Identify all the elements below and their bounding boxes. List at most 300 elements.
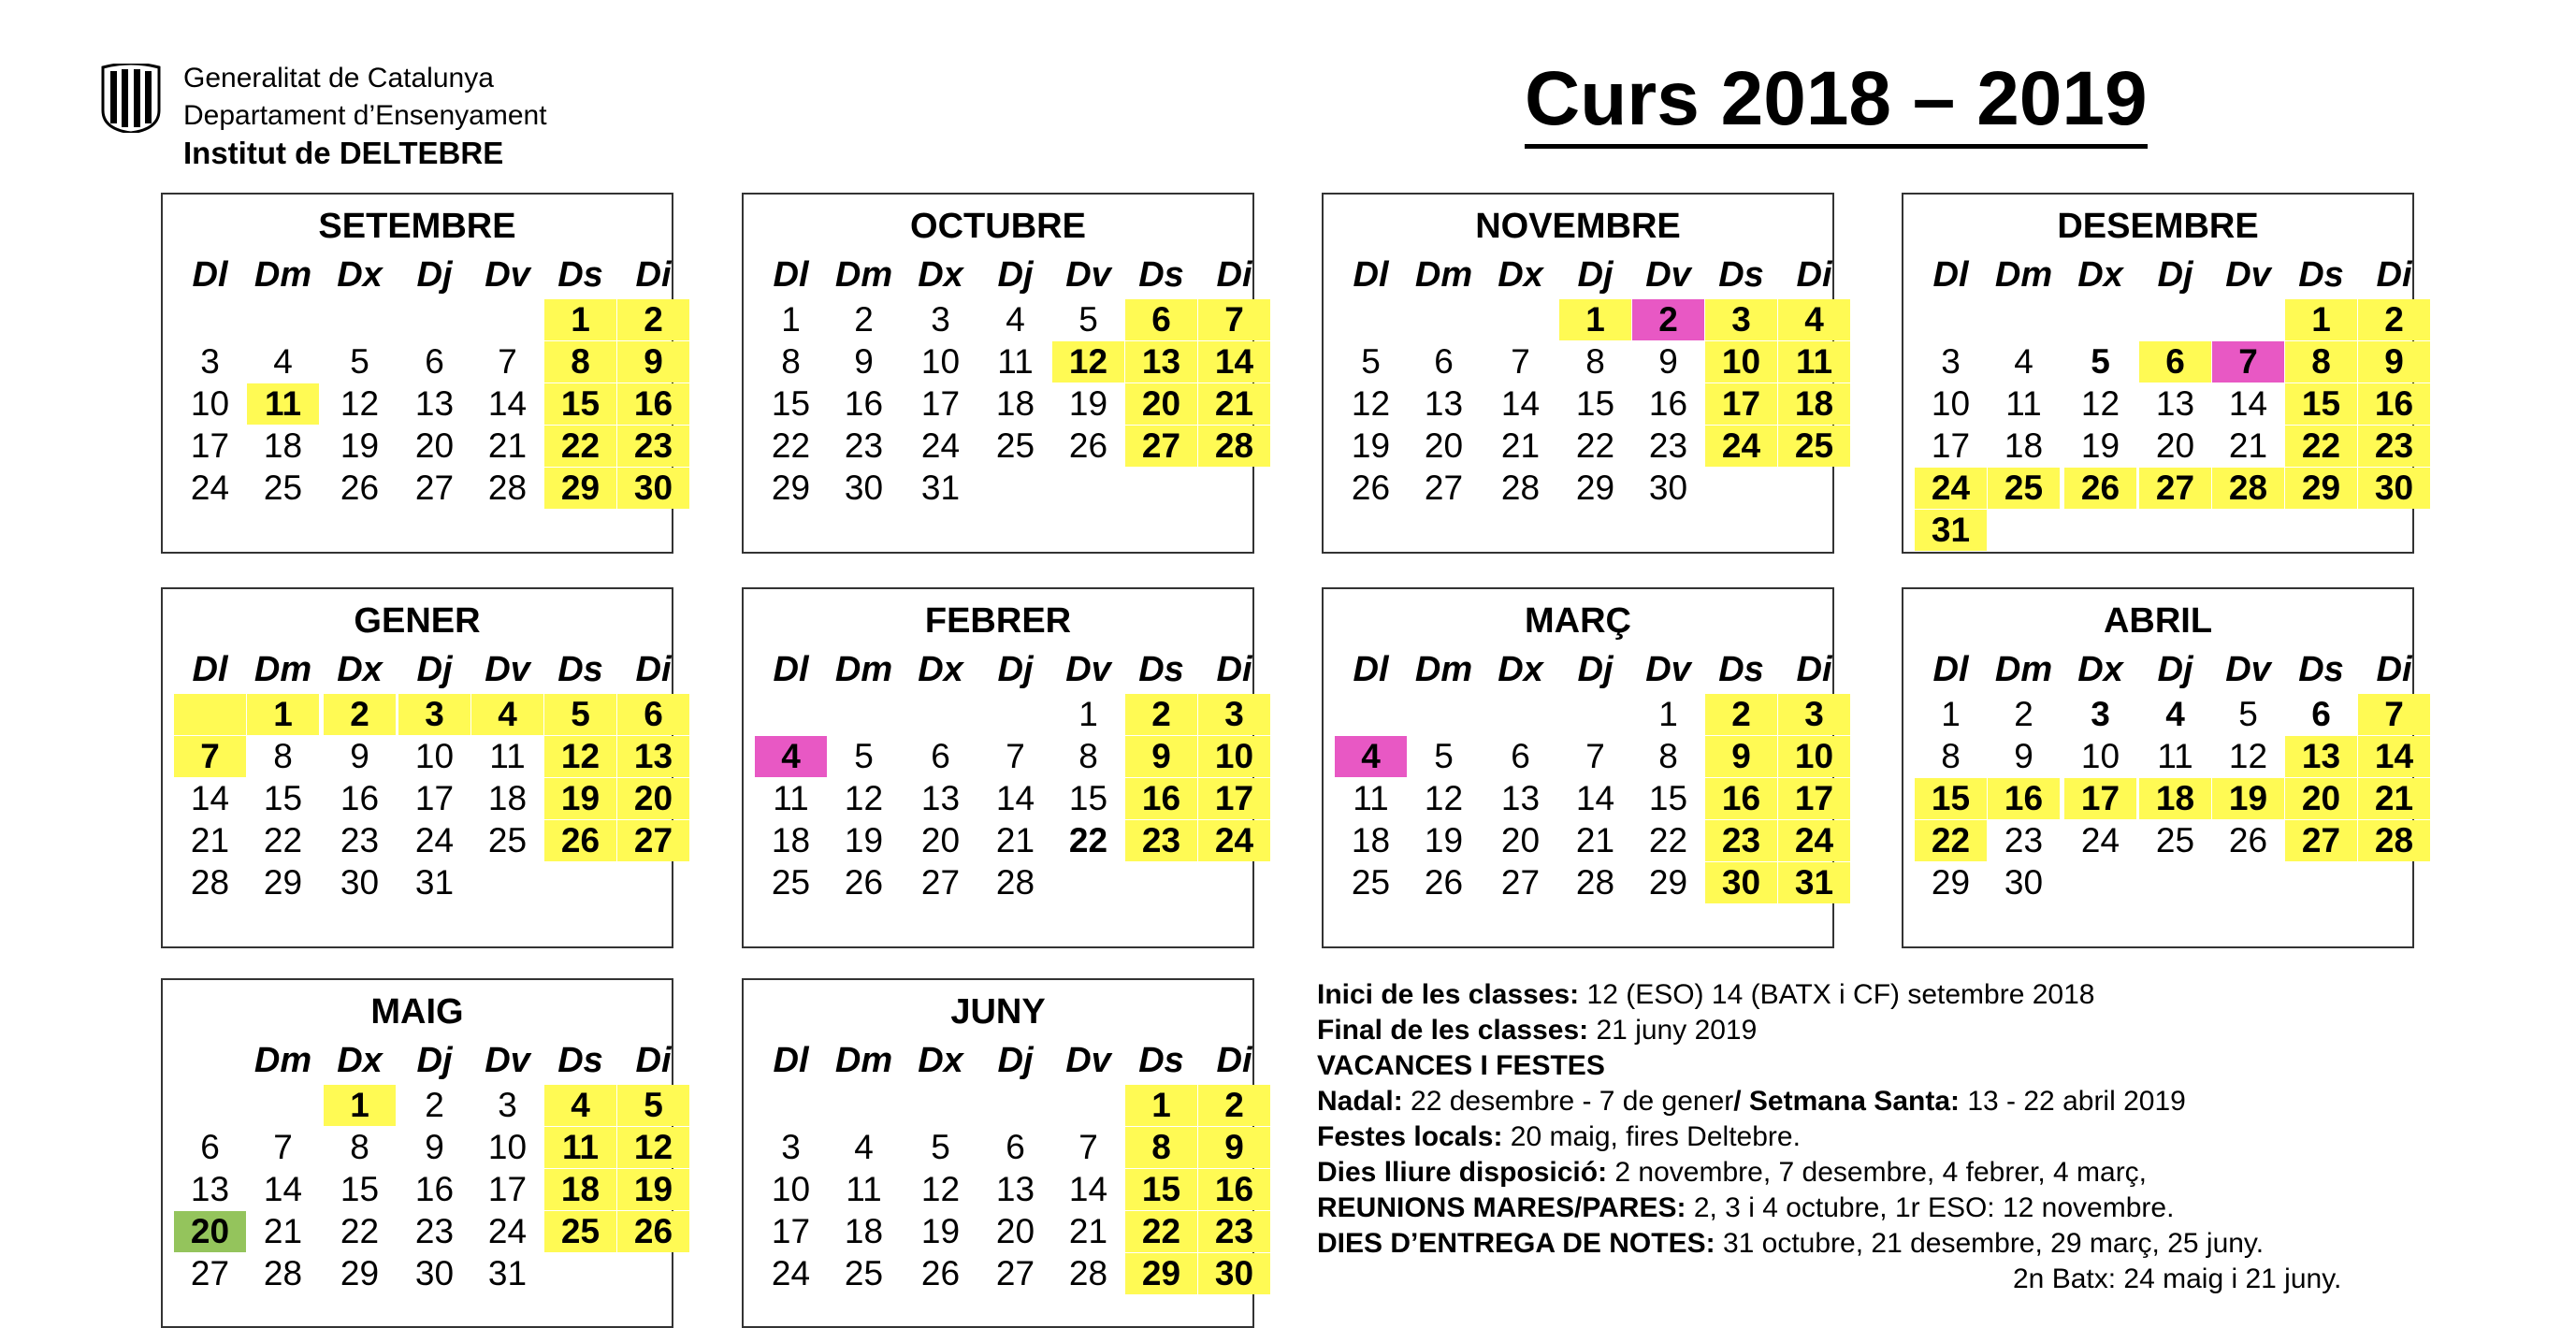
note-label: Final de les classes: (1317, 1015, 1589, 1046)
day-cell: 6 (200, 1128, 220, 1166)
day-cell: 30 (2358, 468, 2430, 509)
month-name: MAIG (370, 992, 464, 1032)
day-cell: 13 (2285, 736, 2357, 777)
weekday-header: Dm (253, 1041, 312, 1080)
day-cell: 8 (273, 737, 293, 775)
month-febrer (742, 587, 1254, 948)
weekday-header: Ds (557, 255, 603, 295)
day-cell: 20 (1500, 821, 1541, 859)
generalitat-logo-icon (101, 64, 161, 133)
day-cell: 10 (1778, 736, 1850, 777)
note-label: DIES D’ENTREGA DE NOTES: (1317, 1228, 1715, 1259)
weekday-header: Dm (1994, 255, 2053, 295)
day-cell: 31 (487, 1254, 528, 1292)
day-cell: 13 (1424, 384, 1464, 423)
day-cell: 2 (324, 694, 396, 735)
day-cell: 3 (2091, 695, 2110, 733)
day-cell: 15 (2285, 383, 2357, 425)
day-cell: 22 (1648, 821, 1688, 859)
day-cell: 2 (854, 300, 874, 339)
day-cell: 29 (263, 863, 303, 902)
note-label: Festes locals: (1317, 1121, 1503, 1152)
weekday-header: Dj (416, 1041, 453, 1080)
weekday-header: Dm (834, 650, 893, 689)
note-text: 21 juny 2019 (1588, 1015, 1758, 1046)
day-cell: 28 (995, 863, 1035, 902)
note-label: REUNIONS MARES/PARES: (1317, 1192, 1686, 1223)
day-cell: 21 (1068, 1212, 1108, 1250)
day-cell: 17 (414, 779, 455, 817)
day-cell: 16 (1125, 778, 1197, 819)
day-cell: 21 (1500, 426, 1541, 465)
day-cell: 9 (2014, 737, 2033, 775)
day-cell: 16 (617, 383, 689, 425)
note-line (1317, 1227, 2264, 1261)
day-cell: 3 (931, 300, 950, 339)
day-cell: 30 (414, 1254, 455, 1292)
note-text: 22 desembre - 7 de gener (1402, 1086, 1734, 1117)
day-cell: 19 (340, 426, 380, 465)
day-cell: 13 (414, 384, 455, 423)
institution-line-1: Generalitat de Catalunya (183, 63, 494, 94)
day-cell: 27 (1500, 863, 1541, 902)
note-text: 2n Batx: 24 maig i 21 juny. (2013, 1263, 2342, 1294)
day-cell: 5 (617, 1085, 689, 1126)
month-name: NOVEMBRE (1475, 207, 1681, 246)
day-cell: 11 (1778, 341, 1850, 383)
day-cell: 26 (617, 1211, 689, 1252)
day-cell: 4 (2014, 342, 2033, 381)
day-cell: 19 (1068, 384, 1108, 423)
month-name: JUNY (950, 992, 1046, 1032)
weekday-header: Dv (2225, 650, 2271, 689)
day-cell: 6 (425, 342, 444, 381)
day-cell: 22 (2285, 426, 2357, 467)
day-cell: 29 (340, 1254, 380, 1292)
weekday-header: Di (1216, 650, 1252, 689)
day-cell: 8 (1658, 737, 1678, 775)
day-cell: 19 (1424, 821, 1464, 859)
page-title: Curs 2018 – 2019 (1525, 54, 2148, 149)
day-cell: 2 (617, 299, 689, 340)
day-cell: 9 (617, 341, 689, 383)
month-abril (1902, 587, 2414, 948)
day-cell: 20 (2155, 426, 2195, 465)
note-text: 13 - 22 abril 2019 (1960, 1086, 2186, 1117)
weekday-header: Dl (1353, 255, 1389, 295)
weekday-header: Dv (485, 255, 530, 295)
day-cell: 6 (617, 694, 689, 735)
day-cell: 16 (2358, 383, 2430, 425)
day-cell: 19 (2212, 778, 2284, 819)
day-cell: 19 (617, 1169, 689, 1210)
day-cell: 6 (1511, 737, 1530, 775)
weekday-header: Ds (2298, 650, 2344, 689)
day-cell: 8 (1078, 737, 1098, 775)
day-cell: 8 (1941, 737, 1961, 775)
day-cell: 22 (1915, 820, 1987, 861)
day-cell: 18 (1351, 821, 1391, 859)
note-line (1317, 1191, 2174, 1225)
day-cell: 25 (2155, 821, 2195, 859)
note-label: Nadal: (1317, 1086, 1403, 1117)
day-cell: 6 (2311, 695, 2331, 733)
day-cell: 15 (1575, 384, 1615, 423)
day-cell: 8 (781, 342, 801, 381)
day-cell: 19 (920, 1212, 961, 1250)
day-cell: 17 (1198, 778, 1270, 819)
day-cell: 5 (1078, 300, 1098, 339)
day-cell: 30 (617, 468, 689, 509)
note-line (1317, 1156, 2147, 1190)
day-cell: 23 (1705, 820, 1777, 861)
weekday-header: Dl (192, 650, 228, 689)
day-cell: 14 (1198, 341, 1270, 383)
day-cell: 15 (1068, 779, 1108, 817)
day-cell: 26 (920, 1254, 961, 1292)
day-cell: 11 (2157, 737, 2193, 775)
month-octubre (742, 193, 1254, 554)
day-cell: 18 (2004, 426, 2044, 465)
weekday-header: Dj (997, 1041, 1034, 1080)
day-cell: 13 (190, 1170, 230, 1208)
weekday-header: Dx (337, 650, 383, 689)
day-cell: 28 (1198, 426, 1270, 467)
day-cell: 15 (340, 1170, 380, 1208)
day-cell: 6 (1125, 299, 1197, 340)
weekday-header: Dx (1498, 650, 1543, 689)
weekday-header: Dj (997, 650, 1034, 689)
day-cell: 7 (498, 342, 517, 381)
weekday-header: Dj (2157, 255, 2193, 295)
day-cell: 4 (471, 694, 543, 735)
day-cell: 18 (771, 821, 811, 859)
day-cell: 23 (844, 426, 884, 465)
day-cell: 31 (920, 469, 961, 507)
weekday-header: Dm (834, 1041, 893, 1080)
weekday-header: Ds (1138, 1041, 1184, 1080)
day-cell: 30 (1198, 1253, 1270, 1294)
day-cell: 10 (771, 1170, 811, 1208)
day-cell: 24 (920, 426, 961, 465)
day-cell: 22 (771, 426, 811, 465)
note-text: 20 maig, fires Deltebre. (1502, 1121, 1801, 1152)
day-cell: 4 (1778, 299, 1850, 340)
day-cell: 28 (190, 863, 230, 902)
day-cell: 30 (844, 469, 884, 507)
day-cell: 10 (2080, 737, 2120, 775)
day-cell: 14 (1575, 779, 1615, 817)
day-cell: 22 (1125, 1211, 1197, 1252)
note-line (2013, 1263, 2341, 1296)
day-cell: 26 (1351, 469, 1391, 507)
day-cell: 20 (995, 1212, 1035, 1250)
day-cell: 19 (544, 778, 616, 819)
day-cell: 27 (617, 820, 689, 861)
day-cell: 23 (1125, 820, 1197, 861)
note-text: 2, 3 i 4 octubre, 1r ESO: 12 novembre. (1686, 1192, 2175, 1223)
month-name: FEBRER (924, 601, 1072, 641)
day-cell: 30 (2004, 863, 2044, 902)
note-line (1317, 1049, 1605, 1083)
day-cell: 4 (1006, 300, 1025, 339)
day-cell: 23 (2004, 821, 2044, 859)
day-cell: 25 (1351, 863, 1391, 902)
weekday-header: Dm (253, 650, 312, 689)
day-cell: 20 (2285, 778, 2357, 819)
day-cell: 15 (1915, 778, 1987, 819)
day-cell: 13 (1500, 779, 1541, 817)
weekday-header: Ds (1718, 255, 1764, 295)
day-cell: 1 (247, 694, 319, 735)
weekday-header: Di (635, 650, 672, 689)
weekday-header: Dx (918, 1041, 963, 1080)
day-cell: 10 (920, 342, 961, 381)
day-cell: 11 (773, 779, 809, 817)
day-cell: 12 (617, 1127, 689, 1168)
day-cell: 9 (1658, 342, 1678, 381)
day-cell: 18 (844, 1212, 884, 1250)
day-cell: 25 (487, 821, 528, 859)
day-cell: 17 (487, 1170, 528, 1208)
day-cell: 9 (2358, 341, 2430, 383)
month-setembre (161, 193, 673, 554)
day-cell: 29 (1125, 1253, 1197, 1294)
day-cell: 31 (1778, 862, 1850, 903)
day-cell: 3 (1198, 694, 1270, 735)
day-cell: 20 (1125, 383, 1197, 425)
day-cell: 18 (263, 426, 303, 465)
day-cell: 8 (350, 1128, 369, 1166)
day-cell: 24 (487, 1212, 528, 1250)
note-text: 31 octubre, 21 desembre, 29 març, 25 juny. (1715, 1228, 2265, 1259)
day-cell: 26 (2064, 468, 2136, 509)
day-cell: 26 (844, 863, 884, 902)
day-cell: 25 (544, 1211, 616, 1252)
day-cell: 24 (414, 821, 455, 859)
day-cell: 1 (1125, 1085, 1197, 1126)
day-cell: 9 (854, 342, 874, 381)
day-cell: 23 (2358, 426, 2430, 467)
day-cell: 21 (2228, 426, 2268, 465)
day-cell: 14 (1068, 1170, 1108, 1208)
weekday-header: Dx (2077, 650, 2123, 689)
day-cell: 22 (1068, 821, 1108, 859)
weekday-header: Dx (2077, 255, 2123, 295)
day-cell: 27 (1125, 426, 1197, 467)
day-cell: 20 (920, 821, 961, 859)
month-name: MARÇ (1525, 601, 1631, 641)
day-cell: 15 (1125, 1169, 1197, 1210)
day-cell: 16 (1648, 384, 1688, 423)
day-cell: 12 (920, 1170, 961, 1208)
day-cell: 24 (1915, 468, 1987, 509)
weekday-header: Ds (557, 650, 603, 689)
day-cell: 23 (1198, 1211, 1270, 1252)
month-març (1322, 587, 1834, 948)
day-cell: 11 (247, 383, 319, 425)
note-label: Inici de les classes: (1317, 979, 1580, 1010)
weekday-header: Dx (337, 1041, 383, 1080)
day-cell: 25 (844, 1254, 884, 1292)
day-cell: 10 (1931, 384, 1971, 423)
weekday-header: Di (1796, 255, 1832, 295)
day-cell: 16 (340, 779, 380, 817)
day-cell: 14 (263, 1170, 303, 1208)
day-cell: 17 (1931, 426, 1971, 465)
day-cell: 9 (1125, 736, 1197, 777)
day-cell: 13 (995, 1170, 1035, 1208)
day-cell: 17 (190, 426, 230, 465)
month-desembre (1902, 193, 2414, 554)
day-cell: 1 (1941, 695, 1961, 733)
weekday-header: Di (1796, 650, 1832, 689)
day-cell: 14 (995, 779, 1035, 817)
day-cell (174, 694, 246, 735)
day-cell: 14 (2228, 384, 2268, 423)
day-cell: 21 (1575, 821, 1615, 859)
day-cell: 12 (340, 384, 380, 423)
day-cell: 19 (1351, 426, 1391, 465)
day-cell: 25 (1778, 426, 1850, 467)
weekday-header: Dm (1994, 650, 2053, 689)
day-cell: 7 (174, 736, 246, 777)
weekday-header: Dm (1414, 650, 1473, 689)
day-cell: 17 (920, 384, 961, 423)
day-cell: 6 (931, 737, 950, 775)
day-cell: 3 (1941, 342, 1961, 381)
weekday-header: Dl (1353, 650, 1389, 689)
day-cell: 1 (2285, 299, 2357, 340)
month-maig (161, 978, 673, 1328)
day-cell: 12 (1424, 779, 1464, 817)
day-cell: 11 (489, 737, 526, 775)
day-cell: 24 (1198, 820, 1270, 861)
note-text: 2 novembre, 7 desembre, 4 febrer, 4 març, (1607, 1157, 2148, 1188)
weekday-header: Ds (1138, 650, 1184, 689)
day-cell: 13 (2155, 384, 2195, 423)
day-cell: 4 (854, 1128, 874, 1166)
weekday-header: Dl (1932, 255, 1969, 295)
day-cell: 21 (2358, 778, 2430, 819)
day-cell: 20 (1424, 426, 1464, 465)
day-cell: 13 (617, 736, 689, 777)
day-cell: 18 (544, 1169, 616, 1210)
day-cell: 31 (1915, 510, 1987, 551)
day-cell: 7 (1006, 737, 1025, 775)
day-cell: 21 (995, 821, 1035, 859)
note-line (1317, 1085, 2186, 1119)
weekday-header: Dx (337, 255, 383, 295)
day-cell: 1 (324, 1085, 396, 1126)
weekday-header: Dx (918, 255, 963, 295)
month-name: DESEMBRE (2057, 207, 2259, 246)
day-cell: 25 (263, 469, 303, 507)
day-cell: 15 (263, 779, 303, 817)
weekday-header: Dv (1065, 650, 1111, 689)
day-cell: 11 (846, 1170, 882, 1208)
weekday-header: Dv (1065, 1041, 1111, 1080)
weekday-header: Dj (416, 255, 453, 295)
weekday-header: Dv (485, 1041, 530, 1080)
day-cell: 10 (487, 1128, 528, 1166)
weekday-header: Dx (1498, 255, 1543, 295)
day-cell: 20 (174, 1211, 246, 1252)
day-cell: 7 (2358, 694, 2430, 735)
weekday-header: Dv (485, 650, 530, 689)
weekday-header: Dj (2157, 650, 2193, 689)
day-cell: 3 (1778, 694, 1850, 735)
day-cell: 8 (544, 341, 616, 383)
day-cell: 19 (844, 821, 884, 859)
day-cell: 26 (1068, 426, 1108, 465)
day-cell: 22 (263, 821, 303, 859)
day-cell: 28 (263, 1254, 303, 1292)
day-cell: 2 (1705, 694, 1777, 735)
day-cell: 31 (414, 863, 455, 902)
weekday-header: Ds (1718, 650, 1764, 689)
day-cell: 12 (2228, 737, 2268, 775)
weekday-header: Di (635, 255, 672, 295)
weekday-header: Di (635, 1041, 672, 1080)
day-cell: 11 (2005, 384, 2042, 423)
note-text: 12 (ESO) 14 (BATX i CF) setembre 2018 (1579, 979, 2095, 1010)
day-cell: 23 (340, 821, 380, 859)
day-cell: 26 (2228, 821, 2268, 859)
day-cell: 28 (1500, 469, 1541, 507)
day-cell: 17 (2064, 778, 2136, 819)
day-cell: 4 (1335, 736, 1407, 777)
weekday-header: Dm (834, 255, 893, 295)
day-cell: 5 (931, 1128, 950, 1166)
day-cell: 23 (617, 426, 689, 467)
day-cell: 1 (1559, 299, 1631, 340)
weekday-header: Dl (773, 1041, 809, 1080)
day-cell: 15 (1648, 779, 1688, 817)
day-cell: 21 (1198, 383, 1270, 425)
day-cell: 27 (995, 1254, 1035, 1292)
day-cell: 23 (1648, 426, 1688, 465)
weekday-header: Dv (2225, 255, 2271, 295)
day-cell: 26 (1424, 863, 1464, 902)
note-line (1317, 1014, 1757, 1047)
day-cell: 24 (190, 469, 230, 507)
day-cell: 3 (398, 694, 470, 735)
day-cell: 25 (771, 863, 811, 902)
day-cell: 10 (190, 384, 230, 423)
day-cell: 5 (854, 737, 874, 775)
day-cell: 1 (544, 299, 616, 340)
day-cell: 2 (425, 1086, 444, 1124)
day-cell: 9 (425, 1128, 444, 1166)
day-cell: 27 (2285, 820, 2357, 861)
day-cell: 4 (273, 342, 293, 381)
weekday-header: Di (1216, 255, 1252, 295)
weekday-header: Dx (918, 650, 963, 689)
day-cell: 22 (544, 426, 616, 467)
weekday-header: Dl (773, 255, 809, 295)
day-cell: 10 (414, 737, 455, 775)
day-cell: 29 (1575, 469, 1615, 507)
day-cell: 29 (544, 468, 616, 509)
day-cell: 23 (414, 1212, 455, 1250)
day-cell: 7 (1511, 342, 1530, 381)
month-juny (742, 978, 1254, 1328)
day-cell: 26 (340, 469, 380, 507)
institution-line-2: Departament d’Ensenyament (183, 100, 547, 131)
day-cell: 13 (920, 779, 961, 817)
day-cell: 7 (2212, 341, 2284, 383)
